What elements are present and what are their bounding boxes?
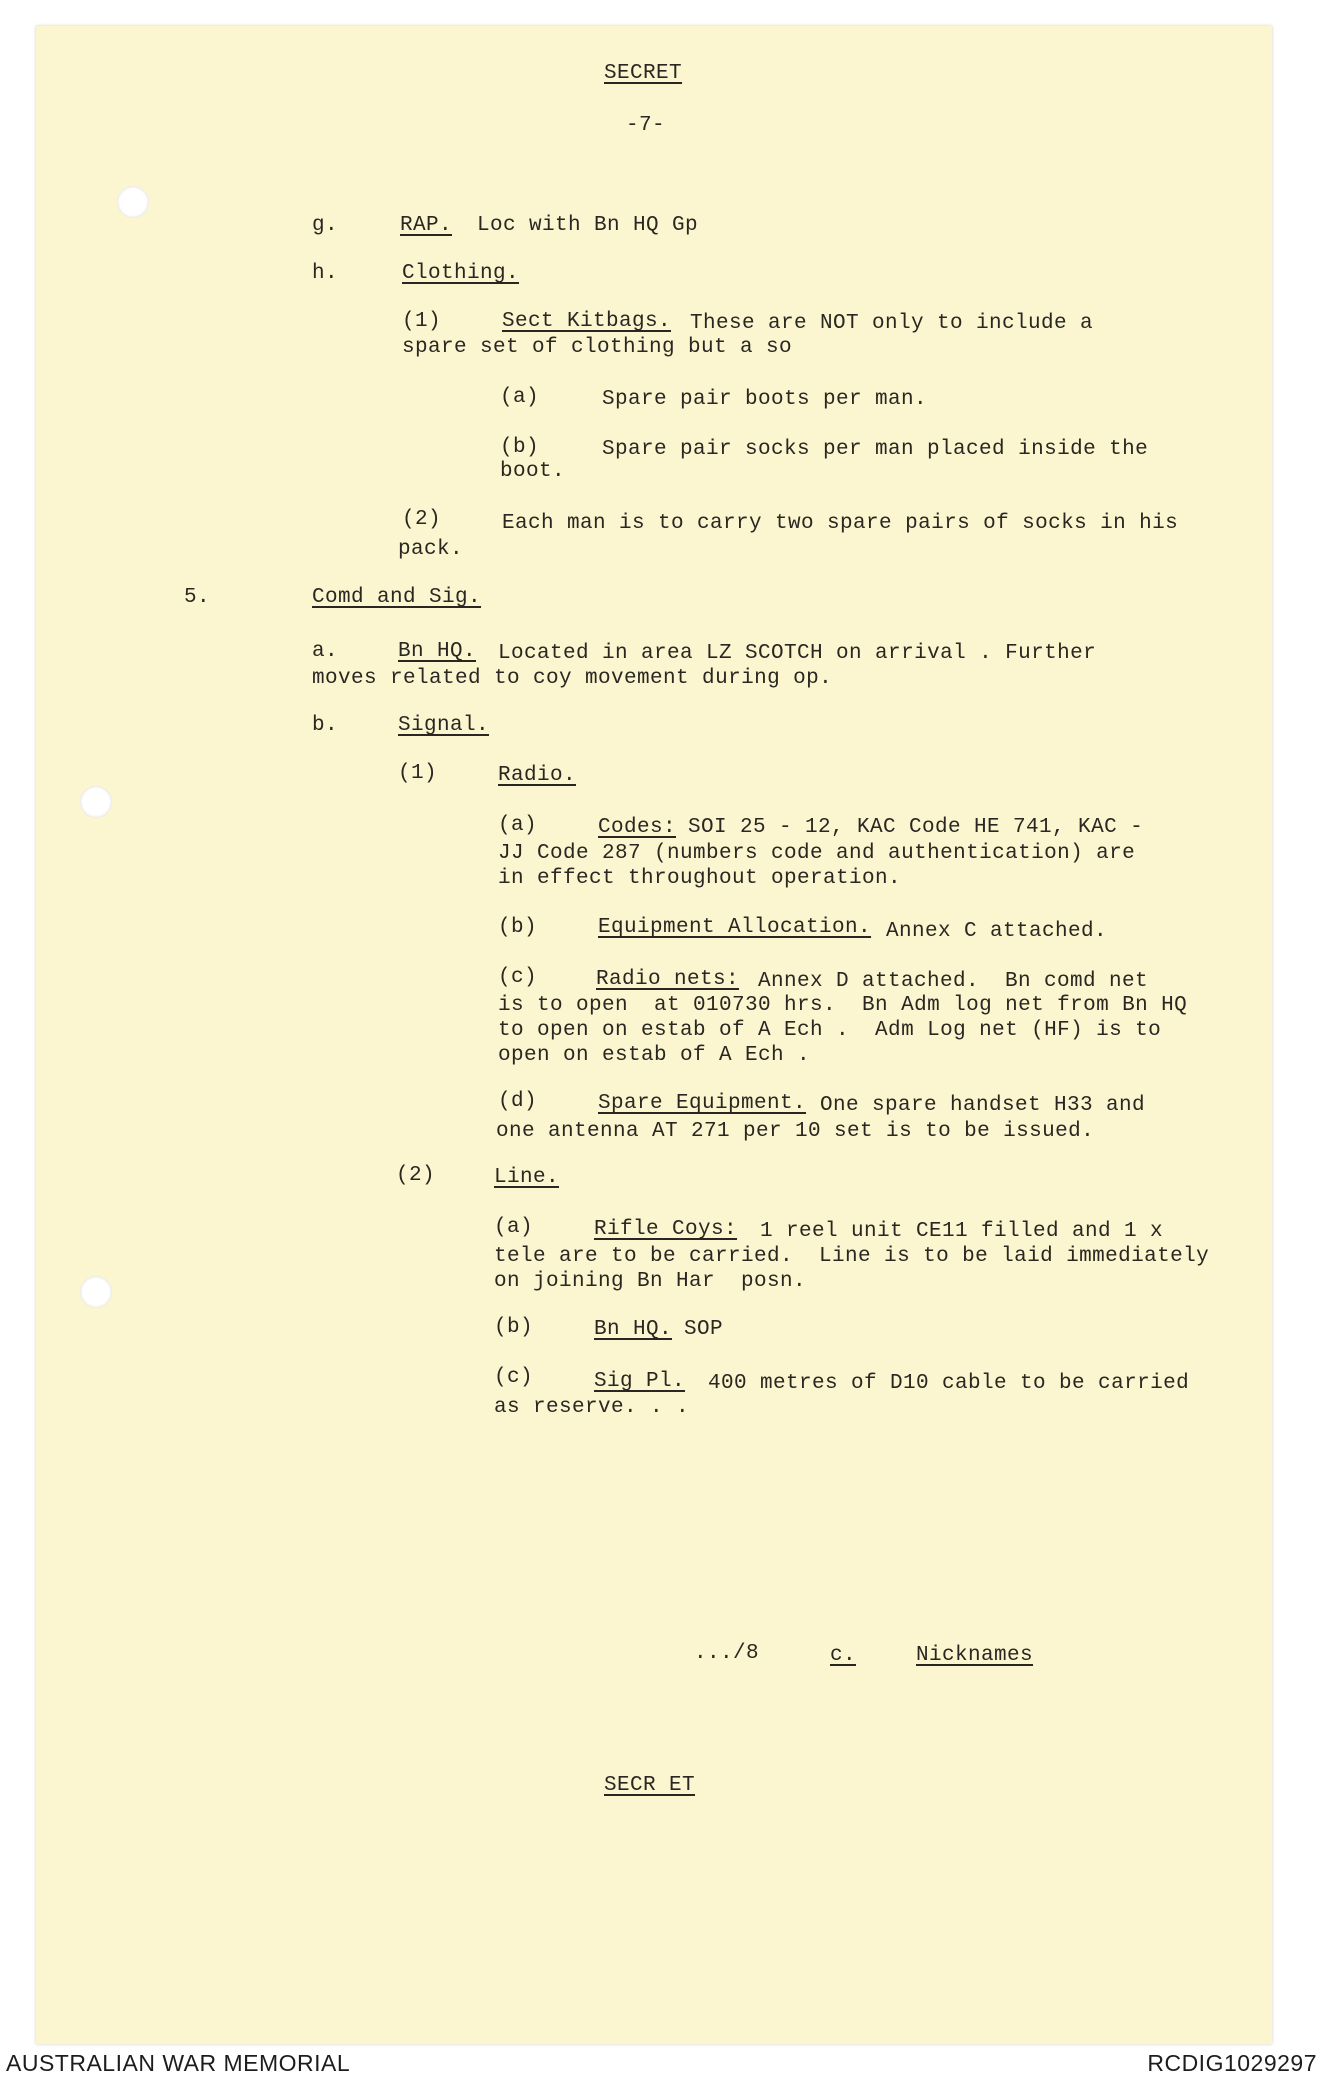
line-a-text: 1 reel unit CE11 filled and 1 x	[760, 1220, 1164, 1243]
classification-footer: SECR ET	[604, 1774, 696, 1797]
archive-institution: AUSTRALIAN WAR MEMORIAL	[6, 2050, 351, 2076]
radio-b-text: Annex C attached.	[886, 920, 1108, 943]
line-number: (2)	[396, 1164, 436, 1187]
section-5a-text: Located in area LZ SCOTCH on arrival . Further	[498, 642, 1097, 665]
section-5-title: Comd and Sig.	[312, 586, 482, 609]
radio-c-line2: is to open at 010730 hrs. Bn Adm log net from Bn HQ	[498, 994, 1188, 1017]
item-h1a-number: (a)	[500, 386, 540, 409]
line-a-line3: on joining Bn Har posn.	[494, 1270, 807, 1293]
item-h2-text: Each man is to carry two spare pairs of socks in his	[502, 512, 1179, 535]
radio-number: (1)	[398, 762, 438, 785]
line-c-title: Sig Pl.	[594, 1370, 686, 1393]
item-h1-number: (1)	[402, 310, 442, 333]
item-h1-text: These are NOT only to include a	[690, 312, 1094, 335]
radio-c-line4: open on estab of A Ech .	[498, 1044, 811, 1067]
item-h1-continuation: spare set of clothing but a so	[402, 336, 793, 359]
section-5a-letter: a.	[312, 640, 339, 663]
archive-record-id: RCDIG1029297	[1147, 2050, 1317, 2076]
radio-c-number: (c)	[498, 966, 538, 989]
section-5-number: 5.	[184, 586, 211, 609]
item-h2-number: (2)	[402, 508, 442, 531]
radio-a-title: Codes:	[598, 816, 677, 839]
radio-b-number: (b)	[498, 916, 538, 939]
item-h-title: Clothing.	[402, 262, 520, 285]
radio-d-number: (d)	[498, 1090, 538, 1113]
item-h1b-continuation: boot.	[500, 460, 566, 483]
section-5a-title: Bn HQ.	[398, 640, 477, 663]
radio-d-text: One spare handset H33 and	[820, 1094, 1146, 1117]
line-b-title: Bn HQ.	[594, 1318, 673, 1341]
item-g-text: Loc with Bn HQ Gp	[477, 214, 699, 237]
punch-hole	[80, 786, 112, 818]
radio-a-text: SOI 25 - 12, KAC Code HE 741, KAC -	[688, 816, 1144, 839]
line-c-line2: as reserve. . .	[494, 1396, 690, 1419]
classification-header: SECRET	[604, 62, 683, 85]
line-title: Line.	[494, 1166, 560, 1189]
punch-hole	[80, 1276, 112, 1308]
item-h1b-number: (b)	[500, 436, 540, 459]
item-h-letter: h.	[312, 262, 339, 285]
radio-a-line3: in effect throughout operation.	[498, 867, 902, 890]
section-5b-letter: b.	[312, 714, 339, 737]
radio-d-title: Spare Equipment.	[598, 1092, 807, 1115]
line-a-line2: tele are to be carried. Line is to be laid immediately	[494, 1245, 1210, 1268]
item-h1b-text: Spare pair socks per man placed inside the	[602, 438, 1149, 461]
page-number: -7-	[626, 114, 666, 137]
line-a-number: (a)	[494, 1216, 534, 1239]
radio-a-line2: JJ Code 287 (numbers code and authentication) are	[498, 842, 1136, 865]
item-h2-continuation: pack.	[398, 538, 464, 561]
item-h1a-text: Spare pair boots per man.	[602, 388, 928, 411]
item-g-title: RAP.	[400, 214, 453, 237]
section-5a-continuation: moves related to coy movement during op.	[312, 667, 833, 690]
continuation-page-ref: .../8	[694, 1642, 760, 1665]
radio-c-text: Annex D attached. Bn comd net	[758, 970, 1149, 993]
radio-c-line3: to open on estab of A Ech . Adm Log net (HF) is to	[498, 1019, 1162, 1042]
line-b-number: (b)	[494, 1316, 534, 1339]
line-a-title: Rifle Coys:	[594, 1218, 738, 1241]
radio-title: Radio.	[498, 764, 577, 787]
section-5b-title: Signal.	[398, 714, 490, 737]
radio-a-number: (a)	[498, 814, 538, 837]
item-g-letter: g.	[312, 214, 339, 237]
item-h1-title: Sect Kitbags.	[502, 310, 672, 333]
radio-b-title: Equipment Allocation.	[598, 916, 872, 939]
punch-hole	[117, 186, 149, 218]
line-c-text: 400 metres of D10 cable to be carried	[708, 1372, 1190, 1395]
line-b-text: SOP	[684, 1318, 724, 1341]
radio-c-title: Radio nets:	[596, 968, 740, 991]
continuation-title: Nicknames	[916, 1644, 1034, 1667]
radio-d-line2: one antenna AT 271 per 10 set is to be issued.	[496, 1120, 1095, 1143]
continuation-letter: c.	[830, 1644, 857, 1667]
line-c-number: (c)	[494, 1366, 534, 1389]
